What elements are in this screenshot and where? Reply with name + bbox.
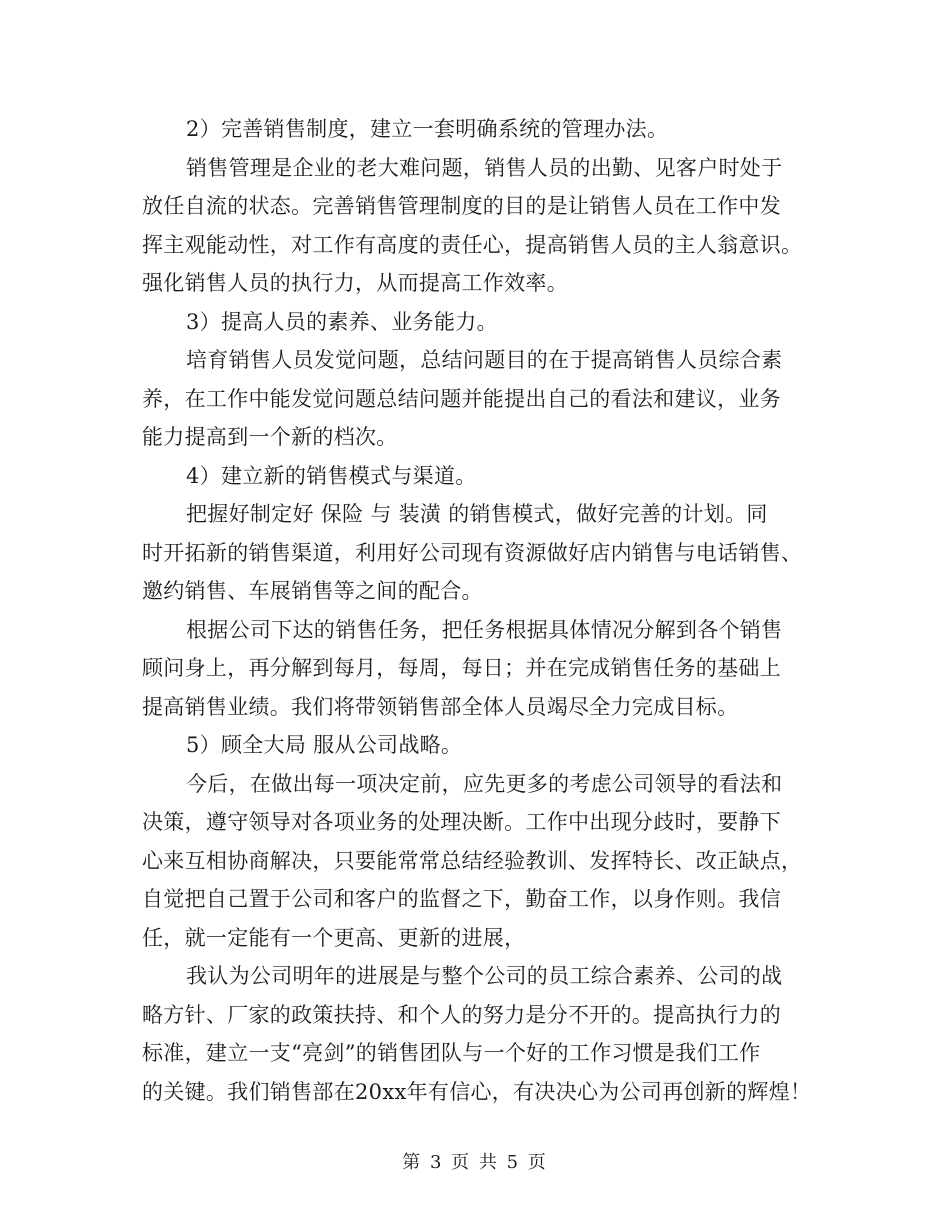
text-line: 能力提高到一个新的档次。: [142, 425, 398, 449]
text-line: 5）顾全大局 服从公司战略。: [186, 733, 463, 757]
text-line: 2）完善销售制度，建立一套明确系统的管理办法。: [186, 117, 669, 141]
text-line: 心来互相协商解决，只要能常常总结经验教训、发挥特长、改正缺点，: [142, 848, 803, 873]
text-line: 任，就一定能有一个更高、更新的进展，: [142, 925, 526, 950]
text-line: 养，在工作中能发觉问题总结问题并能提出自己的看法和建议，业务: [142, 386, 781, 411]
text-line: 时开拓新的销售渠道，利用好公司现有资源做好店内销售与电话销售、: [142, 540, 803, 565]
text-line: 我认为公司明年的进展是与整个公司的员工综合素养、公司的战: [186, 964, 783, 988]
text-line: 销售管理是企业的老大难问题，销售人员的出勤、见客户时处于: [186, 155, 783, 180]
text-line: 根据公司下达的销售任务，把任务根据具体情况分解到各个销售: [186, 617, 783, 642]
text-line: 放任自流的状态。完善销售管理制度的目的是让销售人员在工作中发: [142, 194, 781, 218]
text-line: 顾问身上，再分解到每月，每周，每日；并在完成销售任务的基础上: [142, 656, 781, 680]
text-line: 邀约销售、车展销售等之间的配合。: [142, 579, 483, 603]
text-line: 略方针、厂家的政策扶持、和个人的努力是分不开的。提高执行力的: [142, 1002, 781, 1027]
text-line: 今后，在做出每一项决定前，应先更多的考虑公司领导的看法和: [186, 771, 783, 796]
document-body: [142, 110, 822, 1111]
text-line: 提高销售业绩。我们将带领销售部全体人员竭尽全力完成目标。: [142, 694, 739, 719]
text-line: 4）建立新的销售模式与渠道。: [186, 463, 477, 488]
text-line: 把握好制定好 保险 与 装潢 的销售模式，做好完善的计划。同: [186, 502, 768, 526]
text-line: 自觉把自己置于公司和客户的监督之下，勤奋工作，以身作则。我信: [142, 887, 781, 911]
text-line: 标准，建立一支“亮剑”的销售团队与一个好的工作习惯是我们工作: [142, 1041, 761, 1065]
text-line: 决策，遵守领导对各项业务的处理决断。工作中出现分歧时，要静下: [142, 810, 781, 834]
page-number-footer: 第 3 页 共 5 页: [402, 1152, 548, 1173]
text-line: 3）提高人员的素养、业务能力。: [186, 309, 498, 334]
text-line: 挥主观能动性，对工作有高度的责任心，提高销售人员的主人翁意识。: [142, 232, 803, 257]
text-line: 培育销售人员发觉问题，总结问题目的在于提高销售人员综合素: [186, 348, 783, 372]
text-line: 的关键。我们销售部在20xx年有信心，有决决心为公司再创新的辉煌！: [142, 1079, 812, 1104]
text-line: 强化销售人员的执行力，从而提高工作效率。: [142, 271, 568, 295]
